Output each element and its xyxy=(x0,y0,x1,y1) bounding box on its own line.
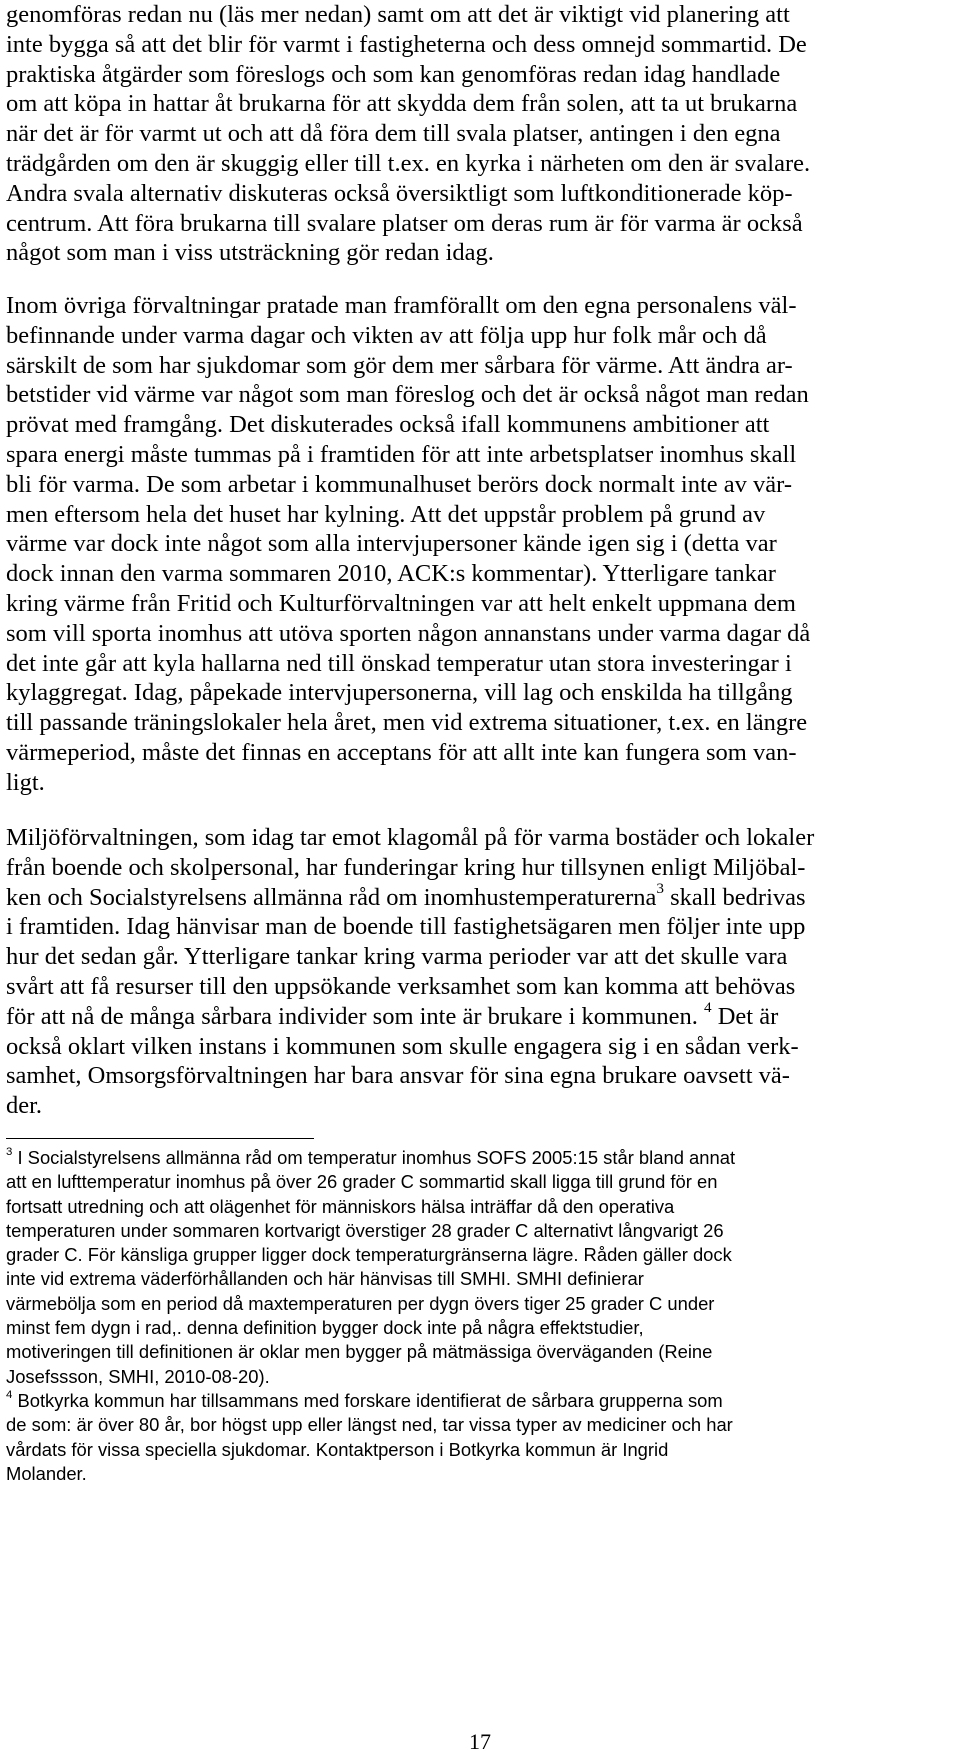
footnote-4-text: Botkyrka kommun har tillsammans med forskare identifierat de sårbara grupperna som de som: är över 80 år, bor högst upp eller längst ned, tar vissa typer av mediciner och har vårdats för vissa speciella sjukdomar. Kontaktperson i Botkyrka kommun är Ingrid Molander. xyxy=(6,1389,733,1484)
paragraph-3-part-1: Miljöförvaltningen, som idag tar emot klagomål på för varma bostäder och lokaler från boende och skolpersonal, har funderingar kring hur tillsynen enligt Miljöbal- ken och Socialstyrelsens allmänna råd om inomhustemperaturerna xyxy=(6,824,815,911)
footnote-3 xyxy=(6,1146,954,1389)
paragraph-3-part-3: Det är också oklart vilken instans i kommunen som skulle engagera sig i en sådan verk- samhet, Omsorgsförvaltningen har bara ansvar för sina egna brukare oavsett vä- der. xyxy=(6,1002,799,1120)
paragraph-1-text: genomföras redan nu (läs mer nedan) samt om att det är viktigt vid planering att inte bygga så att det blir för varmt i fastigheterna och dess omnejd sommartid. De praktiska åtgärder som föreslogs och som kan genomföras redan idag handlade om att köpa in hattar åt brukarna för att skydda dem från solen, att ta ut brukarna när det är för varmt ut och att då föra dem till svala platser, antingen i den egna trädgården om den är skuggig eller till t.ex. en kyrka i närheten om den är svalare. Andra svala alternativ diskuteras också översiktligt som luftkonditionerade köp- centrum. Att föra brukarna till svalare platser om deras rum är för varma är också något som man i viss utsträckning gör redan idag. xyxy=(6,1,811,267)
footnotes xyxy=(6,1146,954,1486)
paragraph-2 xyxy=(6,291,954,798)
paragraph-3 xyxy=(6,823,954,1121)
paragraph-1 xyxy=(6,0,954,268)
footnote-3-text: I Socialstyrelsens allmänna råd om temperatur inomhus SOFS 2005:15 står bland annat att en lufttemperatur inomhus på över 26 grader C sommartid skall ligga till grund för en fortsatt utredning och att olägenhet för människors hälsa inträffar då den operativa temperaturen under sommaren kortvarigt överstiger 28 grader C alternativt långvarigt 26 grader C. För känsliga grupper ligger dock temperaturgränserna lägre. Råden gäller dock inte vid extrema väderförhållanden och här hänvisas till SMHI. SMHI definierar värmebölja som en period då maxtemperaturen per dygn övers tiger 25 grader C under minst fem dygn i rad,. denna definition bygger dock inte på några effektstudier, motiveringen till definitionen är oklar men bygger på mätmässiga överväganden (Reine Josefssson, SMHI, 2010-08-20). xyxy=(6,1147,736,1387)
footnote-ref-3[interactable]: 3 xyxy=(656,880,665,898)
footnote-4 xyxy=(6,1389,954,1486)
page-number: 17 xyxy=(469,1729,491,1754)
paragraph-2-text: Inom övriga förvaltningar pratade man framförallt om den egna personalens väl- befinnande under varma dagar och vikten av att följa upp hur folk mår och då särskilt de som har sjukdomar som gör dem mer sårbara för värme. Att ändra ar- betstider vid värme var något som man föreslog och det är också något man redan prövat med framgång. Det diskuterades också ifall kommunens ambitioner att spara energi måste tummas på i framtiden för att inte arbetsplatser inomhus skall bli för varma. De som arbetar i kommunalhuset berörs dock normalt inte av vär- men eftersom hela det huset har kylning. Att det uppstår problem på grund av värme var dock inte något som alla intervjupersoner kände igen sig i (detta var dock innan den varma sommaren 2010, ACK:s kommentar). Ytterligare tankar kring värme från Fritid och Kulturförvaltningen var att helt enkelt uppmana dem som vill sporta inomhus att utöva sporten någon annanstans under varma dagar då det inte går att kyla hallarna ned till önskad temperatur utan stora investeringar i kylaggregat. Idag, påpekade intervjupersonerna, vill lag och enskilda ha tillgång till passande träningslokaler hela året, men vid extrema situationer, t.ex. en längre värmeperiod, måste det finnas en acceptans för att allt inte kan fungera som van- ligt. xyxy=(6,292,811,796)
footnote-separator xyxy=(6,1138,314,1139)
paragraph-3-part-2: skall bedrivas i framtiden. Idag hänvisar man de boende till fastighetsägaren men följer inte upp hur det sedan går. Ytterligare tankar kring varma perioder var att det skulle vara svårt att få resurser till den uppsökande verksamhet som kan komma att behövas för att nå de många sårbara individer som inte är brukare i kommunen. xyxy=(6,883,806,1030)
footnote-ref-4[interactable]: 4 xyxy=(704,999,712,1017)
paragraph-3-text xyxy=(6,823,954,1121)
footnote-4-number: 4 xyxy=(6,1389,13,1402)
footnote-3-number: 3 xyxy=(6,1146,13,1159)
